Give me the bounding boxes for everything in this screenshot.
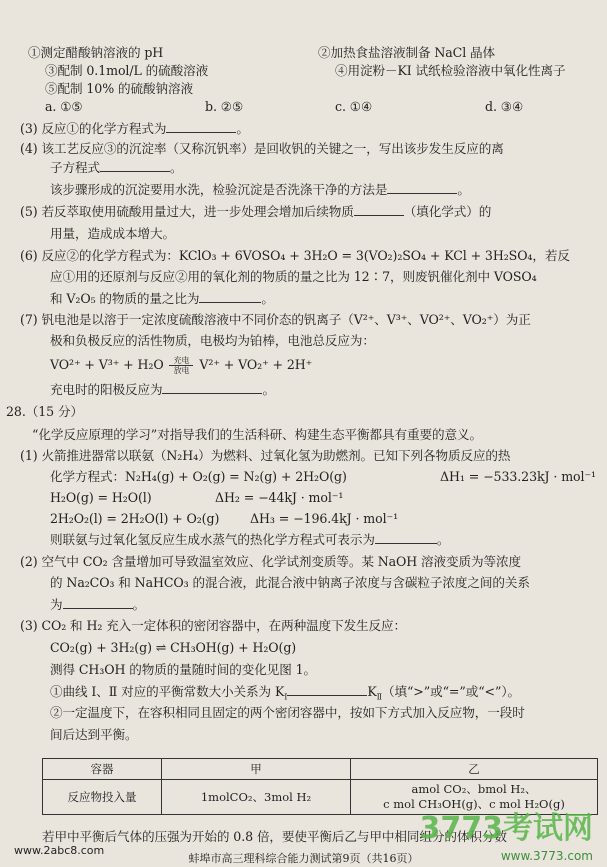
text-line <box>32 427 482 443</box>
answer-blank[interactable] <box>100 160 170 172</box>
text-segment: 28.（15 分） <box>6 404 83 419</box>
text-segment: 的 Na₂CO₃ 和 NaHCO₃ 的混合液，此混合液中钠离子浓度与含碳粒子浓度之间的关系 <box>50 575 530 590</box>
text-segment: 。 <box>236 121 249 136</box>
text-line <box>20 204 491 220</box>
text-segment: 用量，造成成本增大。 <box>50 226 175 241</box>
discharge-label: 放电 <box>173 366 190 375</box>
text-segment: VO²⁺ + V³⁺ + H₂O <box>50 357 168 372</box>
text-line <box>50 511 399 527</box>
text-segment: c. ①④ <box>335 99 373 114</box>
watermark-logo: 3773考试网 <box>419 811 593 846</box>
text-segment: CO₂(g) + 3H₂(g) ⇌ CH₃OH(g) + H₂O(g) <box>50 640 297 655</box>
text-segment: 。 <box>169 160 183 175</box>
text-line <box>50 532 449 548</box>
text-segment: （填化学式）的 <box>403 204 492 219</box>
text-line <box>50 469 596 485</box>
watermark-left: www.2abc8.com <box>14 844 105 857</box>
text-segment: 充电时的阳极反应为 <box>50 382 163 397</box>
text-line <box>50 684 520 706</box>
text-segment: H₂O(g) = H₂O(l) <box>50 490 152 505</box>
text-segment: ΔH₃ = −196.4kJ · mol⁻¹ <box>250 511 399 526</box>
text-line <box>20 554 521 570</box>
text-segment: 为 <box>50 597 63 612</box>
text-line <box>50 597 145 613</box>
text-line <box>20 312 531 328</box>
text-segment: 测得 CH₃OH 的物质的量随时间的变化见图 1。 <box>50 662 316 677</box>
text-segment: ②加热食盐溶液制备 NaCl 晶体 <box>318 45 496 60</box>
text-segment: (2) 空气中 CO₂ 含量增加可导致温室效应、化学试剂变质等。某 NaOH 溶液变质为等浓度 <box>20 554 521 569</box>
text-segment: 该步骤形成的沉淀要用水洗，检验沉淀是否洗涤干净的方法是 <box>50 182 388 197</box>
answer-blank[interactable] <box>166 121 236 133</box>
text-line <box>50 333 375 349</box>
text-segment: 。 <box>262 382 275 397</box>
text-line <box>45 63 566 79</box>
text-segment: 。 <box>132 597 145 612</box>
text-segment: ③配制 0.1mol/L 的硫酸溶液 <box>45 63 209 78</box>
text-segment: ①曲线 Ⅰ、Ⅱ 对应的平衡常数大小关系为 K <box>50 684 285 699</box>
subscript: Ⅱ <box>376 692 382 702</box>
text-line <box>20 141 504 157</box>
text-line <box>20 121 249 137</box>
text-line <box>50 705 525 721</box>
text-segment: 应①用的还原剂与反应②用的氧化剂的物质的量之比为 12∶7，则废钒催化剂中 VOSO₄ <box>50 269 537 284</box>
text-segment: 若甲中平衡后气体的压强为开始的 0.8 倍，要使平衡后乙与甲中相同组分的体积分数 <box>42 829 507 844</box>
text-segment: 。 <box>436 532 450 547</box>
text-segment: ④用淀粉－KI 试纸检验溶液中氧化性离子 <box>335 63 566 78</box>
text-line <box>20 448 510 464</box>
text-segment: (3) 反应①的化学方程式为 <box>20 121 167 136</box>
text-line <box>45 99 524 115</box>
text-segment: a. ①⑤ <box>45 99 83 114</box>
text-segment: (6) 反应②的化学方程式为：KClO₃ + 6VOSO₄ + 3H₂O = 3(VO₂)₂SO₄ + KCl + 3H₂SO₄，若反 <box>20 248 570 263</box>
answer-blank[interactable] <box>387 182 457 194</box>
text-segment: b. ②⑤ <box>205 99 244 114</box>
text-segment: V²⁺ + VO₂⁺ + 2H⁺ <box>195 357 313 372</box>
answer-blank[interactable] <box>354 204 404 216</box>
text-segment: 则联氨与过氧化氢反应生成水蒸气的热化学方程式可表示为 <box>50 532 375 547</box>
charge-label: 充电 <box>173 356 190 365</box>
text-segment: ⑤配制 10% 的硫酸钠溶液 <box>45 81 193 96</box>
text-segment: 间后达到平衡。 <box>50 727 138 742</box>
text-segment: ①测定醋酸钠溶液的 pH <box>28 45 164 60</box>
text-segment: 2H₂O₂(l) = 2H₂O(l) + O₂(g) <box>50 511 220 526</box>
text-line <box>50 356 312 375</box>
table-cell-jia: 1molCO₂、3mol H₂ <box>162 780 351 815</box>
text-segment: (4) 该工艺反应③的沉淀率（又称沉钒率）是回收钒的关键之一，写出该步发生反应的离 <box>20 141 504 156</box>
text-line <box>28 45 496 61</box>
text-segment: ΔH₁ = −533.23kJ · mol⁻¹ <box>440 469 596 484</box>
text-line <box>50 382 275 398</box>
text-line <box>50 226 175 242</box>
text-line <box>50 640 296 656</box>
text-line <box>50 182 470 198</box>
text-line <box>45 81 193 97</box>
text-segment: ②一定温度下，在容积相同且固定的两个密闭容器中，按如下方式加入反应物，一段时 <box>50 705 525 720</box>
table-header-jia: 甲 <box>162 759 351 780</box>
text-line <box>50 490 344 506</box>
text-segment: 和 V₂O₅ 的物质的量之比为 <box>50 291 200 306</box>
answer-blank[interactable] <box>199 291 261 303</box>
text-line <box>50 662 316 678</box>
text-line <box>6 404 83 420</box>
text-segment: （填“>”或“=”或“<”）。 <box>381 684 521 699</box>
text-segment: (5) 若反萃取使用硫酸用量过大，进一步处理会增加后续物质 <box>20 204 354 219</box>
text-segment: 极和负极反应的活性物质，电极均为铂棒，电池总反应为： <box>50 333 375 348</box>
answer-blank[interactable] <box>287 684 367 696</box>
text-segment: (1) 火箭推进器常以联氨（N₂H₄）为燃料、过氧化氢为助燃剂。已知下列各物质反应的热 <box>20 448 511 463</box>
text-segment: 。 <box>261 291 274 306</box>
text-line <box>50 727 137 743</box>
text-line <box>50 269 537 285</box>
text-segment: K <box>367 684 377 699</box>
text-segment: d. ③④ <box>485 99 524 114</box>
text-line <box>50 575 530 591</box>
text-segment: 化学方程式：N₂H₄(g) + O₂(g) = N₂(g) + 2H₂O(g) <box>50 469 347 484</box>
text-segment: (3) CO₂ 和 H₂ 充入一定体积的密闭容器中，在两种温度下发生反应： <box>20 618 407 633</box>
text-line <box>20 248 570 264</box>
answer-blank[interactable] <box>63 597 133 609</box>
page-footer: 蚌埠市高三理科综合能力测试第9页（共16页） <box>188 852 419 865</box>
text-line <box>20 618 406 634</box>
table-row-label: 反应物投入量 <box>43 780 162 815</box>
text-segment: “化学反应原理的学习”对指导我们的生活科研、构建生态平衡都具有重要的意义。 <box>32 427 482 442</box>
text-line <box>50 291 274 307</box>
equilibrium-arrow <box>169 356 193 375</box>
table-header-yi: 乙 <box>351 759 598 780</box>
text-segment: 。 <box>457 182 470 197</box>
text-segment: (7) 钒电池是以溶于一定浓度硫酸溶液中不同价态的钒离子（V²⁺、V³⁺、VO²⁺、VO₂⁺）为正 <box>20 312 531 327</box>
table-header-container: 容器 <box>43 759 162 780</box>
table-cell-yi-line2: c mol CH₃OH(g)、c mol H₂O(g) <box>383 797 565 811</box>
answer-blank[interactable] <box>375 532 437 544</box>
text-segment: ΔH₂ = −44kJ · mol⁻¹ <box>215 490 344 505</box>
text-segment: 子方程式 <box>50 160 100 175</box>
text-line <box>50 160 182 176</box>
answer-blank[interactable] <box>162 382 262 394</box>
subscript: Ⅰ <box>284 692 288 702</box>
watermark-url: www.3773.com <box>500 849 593 863</box>
table-cell-yi-line1: amol CO₂、bmol H₂、 <box>411 782 537 796</box>
